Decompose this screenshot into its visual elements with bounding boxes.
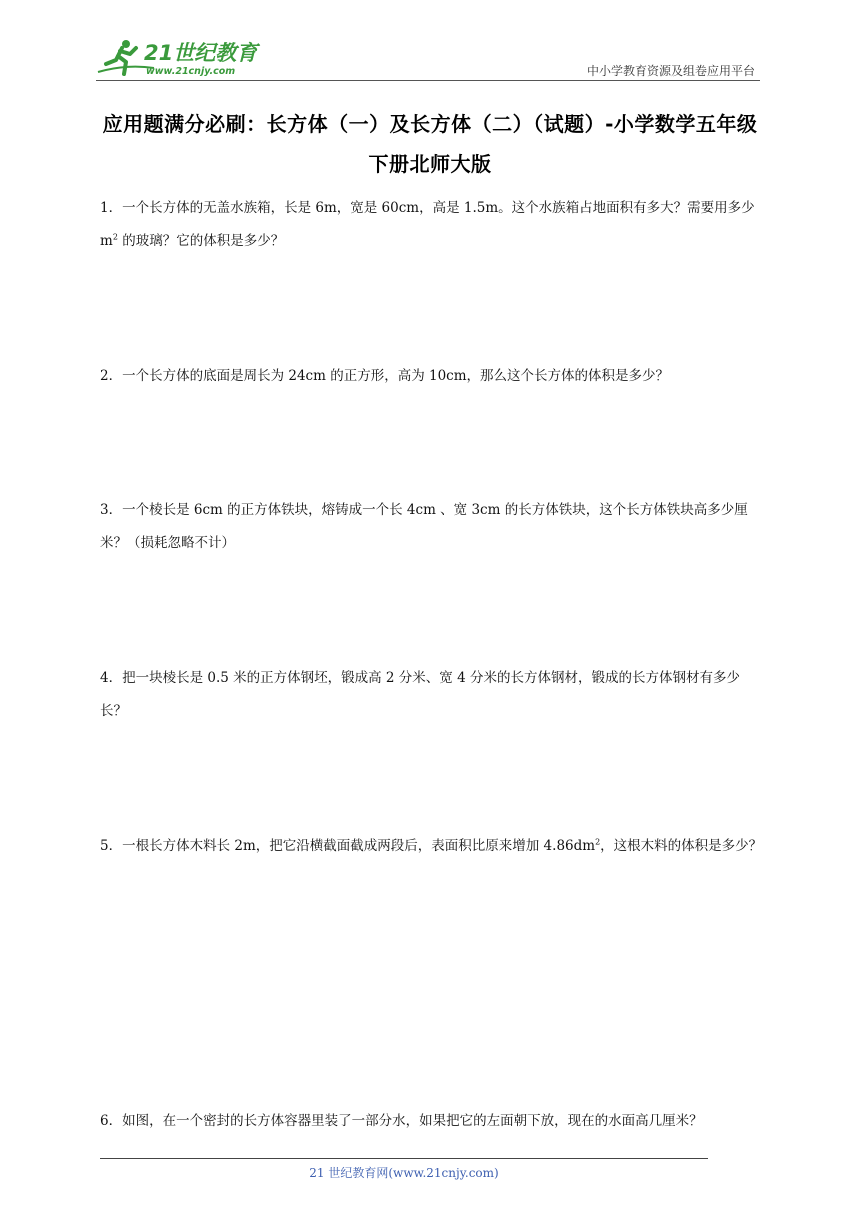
question-5-text-end: ，这根木料的体积是多少？: [600, 838, 763, 854]
question-5-text: 5．一根长方体木料长 2m，把它沿横截面截成两段后，表面积比原来增加 4.86dm: [100, 838, 596, 854]
footer-divider: [100, 1158, 708, 1159]
question-1-superscript: 2: [112, 232, 118, 242]
page-title: 应用题满分必刷：长方体（一）及长方体（二）（试题）-小学数学五年级下册北师大版: [102, 112, 758, 176]
question-5: [100, 830, 764, 863]
question-4: 4．把一块棱长是 0.5 米的正方体钢坯，锻成高 2 分米、宽 4 分米的长方体钢材，锻成的长方体钢材有多少长？: [100, 670, 740, 719]
question-5-superscript: 2: [595, 837, 601, 847]
question-1-text: 1．一个长方体的无盖水族箱，长是 6m，宽是 60cm，高是 1.5m。这个水族箱占地面积有多大？需要用多少 m: [100, 200, 755, 249]
site-logo: [96, 34, 266, 80]
question-6: 6．如图，在一个密封的长方体容器里装了一部分水，如果把它的左面朝下放，现在的水面高几厘米？: [100, 1113, 703, 1129]
logo-url-text: www.21cnjy.com: [146, 66, 236, 77]
footer-text: 21 世纪教育网(www.21cnjy.com): [309, 1166, 499, 1180]
question-2: 2．一个长方体的底面是周长为 24cm 的正方形，高为 10cm，那么这个长方体的体积是多少？: [100, 368, 670, 384]
logo-text: 21世纪教育: [144, 41, 258, 65]
question-1-text-end: 的玻璃？它的体积是多少？: [117, 233, 285, 249]
question-3: 3．一个棱长是 6cm 的正方体铁块，熔铸成一个长 4cm 、宽 3cm 的长方体铁块，这个长方体铁块高多少厘米？（损耗忽略不计）: [100, 502, 748, 551]
header-divider: [96, 80, 760, 81]
header-platform-text: 中小学教育资源及组卷应用平台: [586, 64, 755, 78]
question-1: [100, 192, 764, 258]
